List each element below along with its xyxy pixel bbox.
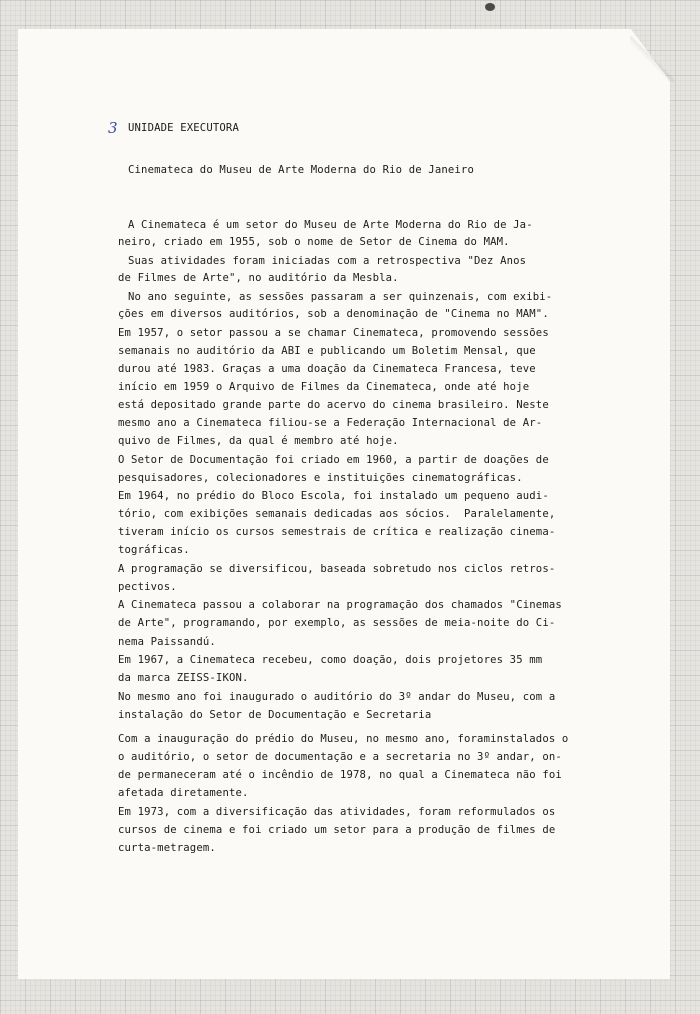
- body-line: tório, com exibições semanais dedicadas aos sócios. Paralelamente,: [118, 508, 556, 520]
- body-line: tiveram início os cursos semestrais de crítica e realização cinema-: [118, 526, 556, 538]
- body-line: Em 1973, com a diversificação das atividades, foram reformulados os: [118, 806, 556, 818]
- body-line: pectivos.: [118, 581, 177, 593]
- body-line: mesmo ano a Cinemateca filiou-se a Federação Internacional de Ar-: [118, 417, 543, 429]
- body-line: durou até 1983. Graças a uma doação da Cinemateca Francesa, teve: [118, 363, 536, 375]
- body-line: da marca ZEISS-IKON.: [118, 672, 249, 684]
- body-line: Em 1957, o setor passou a se chamar Cinemateca, promovendo sessões: [118, 327, 549, 339]
- body-line: Suas atividades foram iniciadas com a retrospectiva "Dez Anos: [128, 255, 527, 267]
- body-line: A Cinemateca é um setor do Museu de Arte Moderna do Rio de Ja-: [128, 219, 533, 231]
- body-line: afetada diretamente.: [118, 787, 249, 799]
- section-heading: UNIDADE EXECUTORA: [128, 122, 239, 134]
- body-line: Em 1967, a Cinemateca recebeu, como doação, dois projetores 35 mm: [118, 654, 543, 666]
- institution-title: Cinemateca do Museu de Arte Moderna do Rio de Janeiro: [128, 164, 474, 176]
- section-number: 3: [108, 119, 118, 137]
- body-line: instalação do Setor de Documentação e Secretaria: [118, 709, 432, 721]
- body-line: No mesmo ano foi inaugurado o auditório do 3º andar do Museu, com a: [118, 691, 556, 703]
- body-line: de permaneceram até o incêndio de 1978, no qual a Cinemateca não foi: [118, 769, 562, 781]
- body-line: está depositado grande parte do acervo do cinema brasileiro. Neste: [118, 399, 549, 411]
- body-line: O Setor de Documentação foi criado em 1960, a partir de doações de: [118, 454, 549, 466]
- body-line: A programação se diversificou, baseada sobretudo nos ciclos retros-: [118, 563, 556, 575]
- body-line: neiro, criado em 1955, sob o nome de Setor de Cinema do MAM.: [118, 236, 510, 248]
- body-line: de Filmes de Arte", no auditório da Mesbla.: [118, 272, 399, 284]
- body-line: ções em diversos auditórios, sob a denominação de "Cinema no MAM".: [118, 308, 549, 320]
- body-line: No ano seguinte, as sessões passaram a ser quinzenais, com exibi-: [128, 291, 553, 303]
- body-line: início em 1959 o Arquivo de Filmes da Cinemateca, onde até hoje: [118, 381, 530, 393]
- body-line: Em 1964, no prédio do Bloco Escola, foi instalado um pequeno audi-: [118, 490, 549, 502]
- body-line: Com a inauguração do prédio do Museu, no mesmo ano, foraminstalados o: [118, 733, 569, 745]
- body-line: A Cinemateca passou a colaborar na programação dos chamados "Cinemas: [118, 599, 562, 611]
- body-line: de Arte", programando, por exemplo, as sessões de meia-noite do Ci-: [118, 617, 556, 629]
- body-line: tográficas.: [118, 544, 190, 556]
- body-line: curta-metragem.: [118, 842, 216, 854]
- body-line: cursos de cinema e foi criado um setor para a produção de filmes de: [118, 824, 556, 836]
- body-line: nema Paissandú.: [118, 636, 216, 648]
- body-line: semanais no auditório da ABI e publicando um Boletim Mensal, que: [118, 345, 536, 357]
- body-line: pesquisadores, colecionadores e instituições cinematográficas.: [118, 472, 523, 484]
- body-line: quivo de Filmes, da qual é membro até hoje.: [118, 435, 399, 447]
- body-line: o auditório, o setor de documentação e a secretaria no 3º andar, on-: [118, 751, 562, 763]
